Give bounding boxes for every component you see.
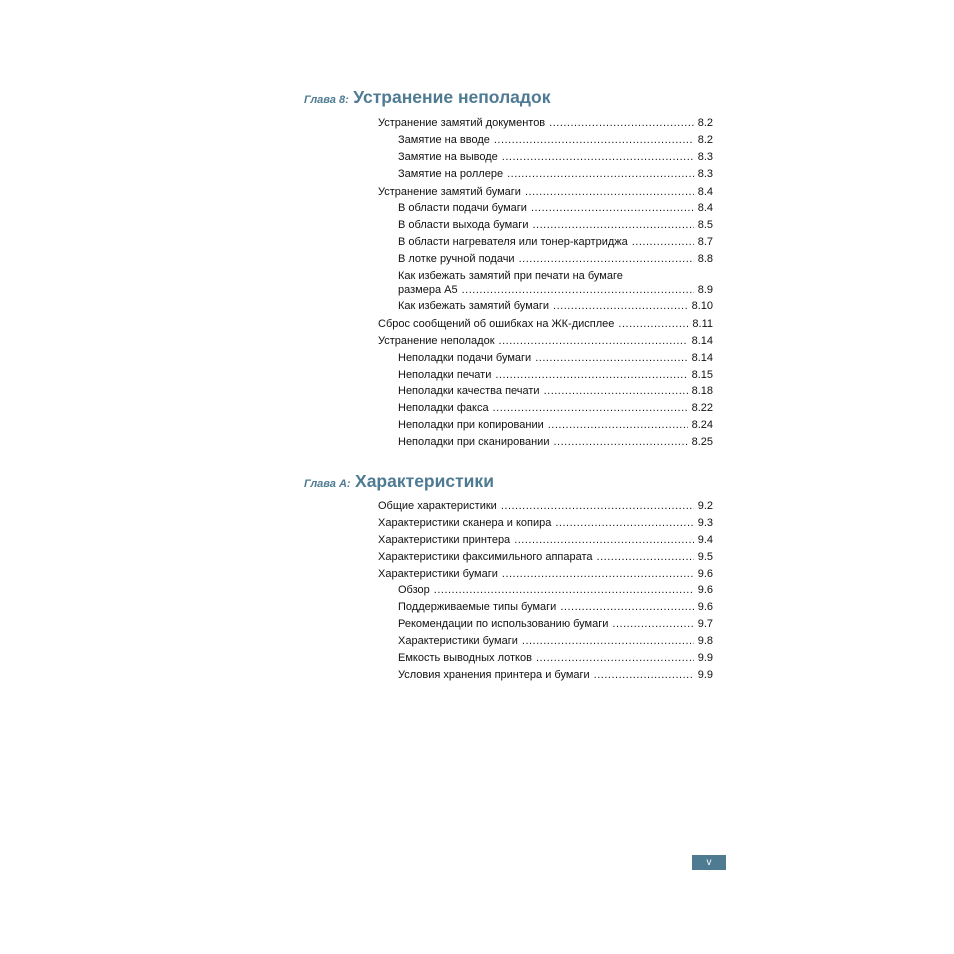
toc-entry-page: 8.7 bbox=[697, 236, 713, 249]
dot-leader bbox=[495, 369, 687, 382]
toc-entry-page: 8.18 bbox=[691, 385, 713, 398]
toc-entry[interactable] bbox=[378, 202, 713, 219]
dot-leader bbox=[499, 335, 688, 348]
toc-entry-page: 8.11 bbox=[692, 317, 713, 330]
toc-entry-page: 9.2 bbox=[697, 500, 713, 512]
toc-entry[interactable] bbox=[378, 270, 713, 300]
dot-leader bbox=[618, 318, 688, 331]
toc-entry-page: 8.14 bbox=[691, 351, 713, 364]
toc-entry-title: Характеристики бумаги bbox=[398, 635, 518, 648]
dot-leader bbox=[549, 117, 694, 130]
toc-entry-page: 8.24 bbox=[691, 419, 713, 432]
dot-leader bbox=[493, 402, 688, 415]
toc-entry-page: 8.14 bbox=[691, 334, 713, 347]
dot-leader bbox=[555, 517, 693, 530]
dot-leader bbox=[502, 568, 694, 581]
toc-entry[interactable] bbox=[378, 652, 713, 669]
toc-entry-page: 9.3 bbox=[697, 516, 713, 529]
toc-entry-title: Поддерживаемые типы бумаги bbox=[398, 601, 557, 614]
toc-entry-page: 9.7 bbox=[697, 618, 713, 631]
toc-entry[interactable] bbox=[378, 318, 713, 335]
toc-entry[interactable] bbox=[378, 618, 713, 635]
toc-entry-page: 8.5 bbox=[697, 219, 713, 232]
chapter-prefix: Глава 8: bbox=[304, 94, 349, 106]
toc-entry-title: Замятие на вводе bbox=[398, 133, 490, 146]
toc-entry-page: 9.6 bbox=[697, 584, 713, 597]
toc-entry-page: 8.22 bbox=[691, 402, 713, 415]
toc-entry[interactable] bbox=[378, 151, 713, 168]
toc-entry[interactable] bbox=[378, 635, 713, 652]
toc-entry-continuation bbox=[398, 284, 713, 297]
toc-entry[interactable] bbox=[378, 385, 713, 402]
dot-leader bbox=[519, 253, 694, 266]
page-number: v bbox=[692, 855, 726, 870]
dot-leader bbox=[535, 352, 687, 365]
toc-entry-title-continued: размера A5 bbox=[398, 283, 458, 296]
toc-entry-title: Как избежать замятий бумаги bbox=[398, 300, 550, 313]
toc-entry-title: Замятие на выводе bbox=[398, 150, 498, 163]
toc-entry-page: 9.9 bbox=[697, 668, 713, 681]
toc-entry[interactable] bbox=[378, 584, 713, 601]
dot-leader bbox=[597, 551, 694, 564]
toc-entry-title: Характеристики бумаги bbox=[378, 567, 498, 580]
toc-entry-title: В лотке ручной подачи bbox=[398, 253, 515, 266]
toc-entry[interactable] bbox=[378, 168, 713, 185]
toc-entry[interactable] bbox=[378, 352, 713, 369]
toc-entry-title: Устранение замятий бумаги bbox=[378, 185, 521, 198]
toc-entry-title: В области подачи бумаги bbox=[398, 202, 527, 215]
toc-entry[interactable] bbox=[378, 402, 713, 419]
dot-leader bbox=[502, 151, 694, 164]
toc-entry[interactable] bbox=[378, 534, 713, 551]
toc-entry-title: Неполадки при сканировании bbox=[398, 436, 550, 449]
toc-entry-title: Замятие на роллере bbox=[398, 167, 504, 180]
toc-entry[interactable] bbox=[378, 335, 713, 352]
toc-entry[interactable] bbox=[378, 117, 713, 134]
toc-entry-title: В области нагревателя или тонер-картриджа bbox=[398, 236, 628, 249]
dot-leader bbox=[632, 236, 694, 249]
toc-entry-title: Характеристики факсимильного аппарата bbox=[378, 550, 593, 563]
toc-entry-title: Общие характеристики bbox=[378, 500, 497, 512]
toc-entry[interactable] bbox=[378, 500, 713, 517]
toc-entry-title: В области выхода бумаги bbox=[398, 219, 529, 232]
toc-entry-title: Неполадки качества печати bbox=[398, 385, 540, 398]
toc-entry[interactable] bbox=[378, 568, 713, 585]
toc-entry-page: 9.9 bbox=[697, 652, 713, 665]
dot-leader bbox=[548, 419, 688, 432]
toc-entry[interactable] bbox=[378, 601, 713, 618]
toc-entry[interactable] bbox=[378, 186, 713, 203]
toc-entry-title: Емкость выводных лотков bbox=[398, 652, 532, 665]
toc-entry-title: Устранение замятий документов bbox=[378, 117, 546, 129]
toc-entry[interactable] bbox=[378, 669, 713, 686]
toc-entry-page: 8.2 bbox=[697, 117, 713, 129]
dot-leader bbox=[560, 601, 693, 614]
toc-entry-title: Характеристики сканера и копира bbox=[378, 516, 552, 529]
dot-leader bbox=[532, 219, 693, 232]
dot-leader bbox=[536, 652, 694, 665]
toc-entry-title: Неполадки подачи бумаги bbox=[398, 351, 532, 364]
toc-entry-page: 9.4 bbox=[697, 533, 713, 546]
chapter-heading bbox=[304, 471, 494, 492]
dot-leader bbox=[507, 168, 694, 181]
toc-entry[interactable] bbox=[378, 517, 713, 534]
chapter-heading bbox=[304, 87, 550, 108]
toc-entry[interactable] bbox=[378, 551, 713, 568]
dot-leader bbox=[514, 534, 694, 547]
toc-entry-page: 8.4 bbox=[697, 185, 713, 198]
dot-leader bbox=[594, 669, 694, 682]
toc-entry-title: Неполадки печати bbox=[398, 368, 492, 381]
toc-entry[interactable] bbox=[378, 419, 713, 436]
toc-entry-page: 9.6 bbox=[697, 601, 713, 614]
toc-entry-title: Обзор bbox=[398, 584, 430, 597]
toc-entry[interactable] bbox=[378, 253, 713, 270]
toc-entry-title: Характеристики принтера bbox=[378, 533, 511, 546]
dot-leader bbox=[553, 436, 687, 449]
dot-leader bbox=[544, 385, 688, 398]
toc-entry-page: 8.3 bbox=[697, 167, 713, 180]
dot-leader bbox=[531, 202, 694, 215]
toc-entry-page: 9.8 bbox=[697, 635, 713, 648]
dot-leader bbox=[462, 284, 694, 297]
toc-entry-page: 8.2 bbox=[697, 133, 713, 146]
dot-leader bbox=[434, 584, 694, 597]
toc-entry-page: 8.15 bbox=[691, 368, 713, 381]
dot-leader bbox=[553, 300, 688, 313]
chapter-title: Характеристики bbox=[355, 471, 494, 491]
toc-entry-page: 8.10 bbox=[691, 300, 713, 313]
dot-leader bbox=[525, 186, 694, 199]
dot-leader bbox=[494, 134, 694, 147]
toc-entry-title: Рекомендации по использованию бумаги bbox=[398, 618, 609, 631]
toc-entry[interactable] bbox=[378, 236, 713, 253]
toc-entry-title: Как избежать замятий при печати на бумаге bbox=[398, 270, 623, 283]
toc-entry-title: Неполадки при копировании bbox=[398, 419, 544, 432]
table-of-contents bbox=[378, 117, 713, 453]
toc-entry-title: Устранение неполадок bbox=[378, 334, 495, 347]
dot-leader bbox=[522, 635, 694, 648]
table-of-contents bbox=[378, 500, 713, 686]
toc-entry-title: Сброс сообщений об ошибках на ЖК-дисплее bbox=[378, 317, 615, 330]
toc-entry-title: Неполадки факса bbox=[398, 402, 489, 415]
toc-entry-page: 8.3 bbox=[697, 150, 713, 163]
toc-entry-page: 9.6 bbox=[697, 567, 713, 580]
toc-entry-title: Условия хранения принтера и бумаги bbox=[398, 668, 590, 681]
toc-entry[interactable] bbox=[378, 369, 713, 386]
toc-entry-page: 8.25 bbox=[691, 436, 713, 449]
toc-entry[interactable] bbox=[378, 436, 713, 453]
toc-entry-page: 8.8 bbox=[697, 253, 713, 266]
toc-entry[interactable] bbox=[378, 300, 713, 317]
toc-entry[interactable] bbox=[378, 219, 713, 236]
toc-entry[interactable] bbox=[378, 134, 713, 151]
toc-entry-page: 8.4 bbox=[697, 202, 713, 215]
toc-entry-page: 9.5 bbox=[697, 550, 713, 563]
chapter-prefix: Глава A: bbox=[304, 478, 351, 490]
toc-entry-page: 8.9 bbox=[697, 283, 713, 296]
dot-leader bbox=[501, 500, 694, 513]
dot-leader bbox=[612, 618, 693, 631]
chapter-title: Устранение неполадок bbox=[353, 87, 551, 107]
